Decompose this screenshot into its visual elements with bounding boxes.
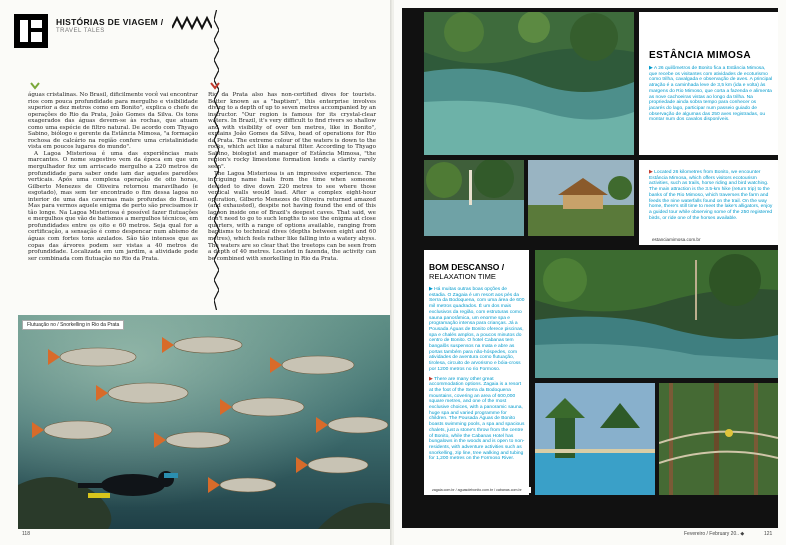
triangle-bullet-icon: ▶ (429, 287, 433, 292)
text-pt: A 26 quilômetros de Bonito fica a Estância Mimosa, que recebe os visitantes com atividades de ecoturismo como trilha, cavalgada e observação de aves. A principal atração é a caminhada leve de 3,5 km (ida e volta) às margens do Rio Mimoso, que corta a fazenda e alimenta as nove cachoeiras vistas ao longo da trilha. Na propriedade ainda sobra tempo para conhecer os jacarés do lago, participar num passeio guiado de observação de algumas das 250 aves registradas, ou montar num dos cavalos disponíveis. (649, 66, 773, 123)
section-title: HISTÓRIAS DE VIAGEM / (56, 17, 164, 27)
descanso-subtitle: RELAXATION TIME (429, 272, 496, 281)
text-en: Located 26 kilometres from Bonito, we encounter Estância Mimosa, which offers visitors ecotourism activities, such as trails, horse riding and bird watching. The main attraction is the 3.5-km hike (return trip) to the banks of the Rio Mimoso, which traverses the farm and feeds the nine waterfalls found on the trail. On the way home, there's still time to meet the lake's alligators, enjoy a guided tour while observing some of the 250 registered birds, or ride one of the horses available. (649, 170, 773, 221)
magazine-logo (14, 14, 48, 48)
right-page (394, 0, 786, 545)
treetop-walk-photo (659, 383, 778, 495)
page-number: 118 (22, 531, 30, 537)
river-photo (424, 12, 634, 155)
left-page (0, 0, 392, 545)
portuguese-column (28, 92, 198, 262)
english-column (208, 92, 376, 262)
descanso-url: zagaia.com.br / aguasdebonito.com.br / cabanas.com.br (429, 487, 531, 493)
page-number: 121 (764, 531, 773, 537)
paragraph: A Lagoa Misteriosa é uma das experiências mais marcantes. O nome sugestivo vem da época em que um mergulhador fez um arriscado mergulho a 220 metros de profundidade para saber onde iam dar aqueles paredões verticais. Após uma complexa operação de oito horas, Gilberto Menezes de Oliveira retornou maravilhado (e esgotado), mas sem ter encontrado o fim dessa lagoa no interior de uma das cavernas mais profundas do Brasil. Mas para vermos aquele enigma de perto são precisamos ir tão longe. Na Lagoa Misteriosa é possível fazer flutuações e mergulhos que vão de batismos a mergulhos técnicos, em profundidades entre os oito e 60 metros. Seja qual for a certificação, a sensação é como despencar num abismo de águas com fortes tons azulados. São tão intensos que as copas das árvores podem ser vistas a 40 metros de profundidade. Localizada em um jardim, a atividade pode ser combinada com flutuação no Rio da Prata. (28, 150, 198, 262)
text-en: There are many other great accommodation options. Zagaia is a resort at the foot of the Serra da Bodoquena mountains, covering an area of 600,000 square metres, and one of the most exclusive choices, with a panoramic sauna, huge spa and varied programme for children. The Pousada Águas de Bonito boasts swimming pools, a spa and spacious chalets, just a stone's throw from the centre of Bonito, while the Cabanas Hotel has bungalows in the woods and is open to non-residents, with adventure activities such as snorkelling, zip line, tree walking and tubing for 1,200 metres on the Formoso River. (429, 376, 525, 462)
estancia-url: estanciamimosa.com.br (649, 236, 704, 243)
triangle-bullet-icon: ▶ (649, 66, 653, 71)
descanso-title: BOM DESCANSO / (429, 262, 505, 272)
photo-caption: Flutuação no / Snorkelling in Rio da Prata (22, 320, 124, 330)
descanso-text (429, 287, 525, 466)
triangle-bullet-icon: ▶ (649, 170, 653, 175)
paragraph: águas cristalinas. No Brasil, dificilmente você vai encontrar rios com pouca profundidade para mergulho e visibilidade superior a dez metros como em Bonito", explica o chefe de operações do Rio da Prata, João Gomes da Silva. Os tons exagerados das águas devem-se às rochas, que atuam como uma espécie de filtro natural. De acordo com Thyago Sabino, biólogo e gerente da Estância Mimosa, "a formação rochosa de calcário na região confere uma cristalinidade vista em poucos lugares do mundo". (28, 92, 198, 151)
zigzag-decoration (172, 12, 212, 32)
chevron-down-icon (210, 82, 220, 90)
estancia-title: ESTÂNCIA MIMOSA (649, 50, 752, 61)
gazebo-photo (528, 160, 634, 236)
paragraph: The Lagoa Misteriosa is an impressive experience. The intriguing name hails from the time when someone decided to dive down 220 metres to see where those vertical walls would lead. After a complex eight-hour operation, Gilberto Menezes de Oliveira returned amazed (and exhausted), despite not having found the end of this lagoon inside one of Brazil's deepest caves. That said, we don't need to go to such lengths to see the enigma at close quarters, with a range of options available, ranging from baptisms to technical dives (depths between eight and 60 metres), which feels rather like falling into a watery abyss. The waters are so clear that the treetops can be seen from a depth of 40 metres. Located in fazenda, the activity can be combined with snorkelling in Rio da Prata. (208, 170, 376, 262)
folio-text: Fevereiro / February 20.. ◆ (684, 531, 745, 537)
section-subtitle: TRAVEL TALES (56, 28, 105, 34)
lake-photo (535, 250, 778, 378)
estancia-text-pt (649, 66, 773, 127)
pond-photo (424, 160, 524, 236)
chevron-down-icon (30, 82, 40, 90)
paragraph: Rio da Prata also has non-certified dives for tourists. Better known as a "baptism", this enterprise involves diving to a depth of up to seven metres accompanied by an instructor. "Our region is famous for its crystal-clear waters. In Brazil, it's very difficult to find rivers so shallow and with visibility of over ten metres, like in Bonito", explains João Gomes da Silva, head of operations for Rio da Prata. The extreme colour of the waters is down to the rocks, which act like a natural filter. According to Thyago Sabino, biologist and manager of Estância Mimosa, "the region's rocky limestone formation lends a clarity rarely seen". (208, 92, 376, 171)
triangle-bullet-icon: ▶ (429, 376, 433, 382)
text-pt: Há muitas outras boas opções de estadia. O Zagaia é um resort aos pés da Serra da Bodoquena, com uma área de 600 mil metros quadrados. É um dos mais exclusivos da região, com estruturas como sauna panorâmica, um enorme spa e programação intensa para crianças. Já a Pousada Águas de Bonito oferece piscinas, spa e chalés amplos, a poucos minutos do centro de Bonito. O hotel Cabanas tem bangalôs suspensos na mata e abre as portas também para não-hóspedes, com atividades de aventura como flutuação, tirolesa, circuito de arvorismo e bóia-cross por 1200 metros no rio Formoso. (429, 287, 525, 372)
estancia-text-en-block (649, 170, 773, 225)
underwater-snorkelling-photo (18, 315, 392, 529)
pool-photo (535, 383, 655, 495)
